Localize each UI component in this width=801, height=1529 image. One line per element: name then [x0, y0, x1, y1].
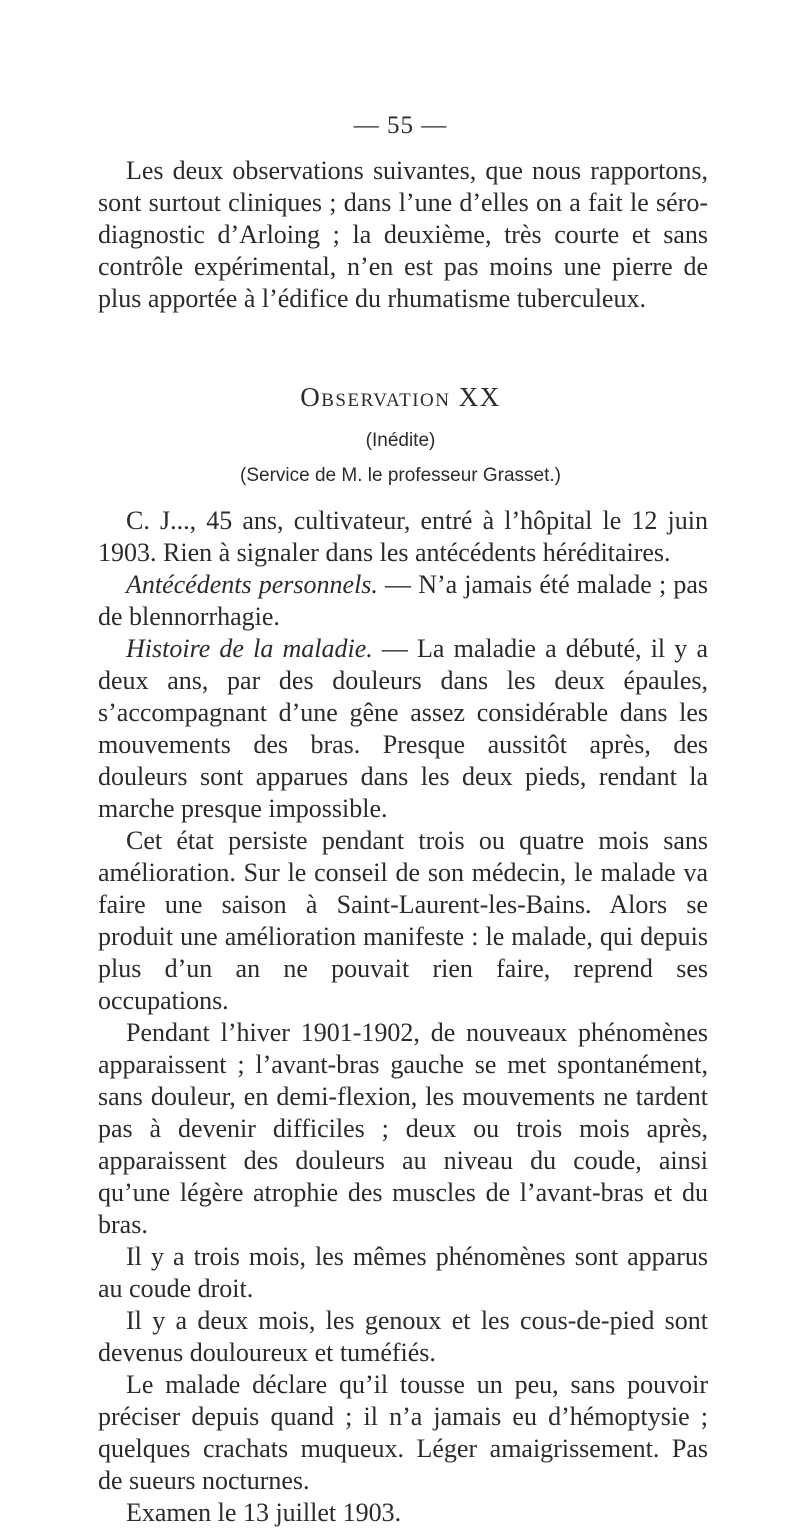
page-number: — 55 —: [353, 112, 448, 139]
observation-subtitle: (Inédite): [365, 430, 436, 451]
case-paragraph-history: [98, 633, 708, 825]
case-paragraph-antecedents: [98, 569, 708, 633]
case-report: [98, 505, 708, 1529]
antecedents-label: Antécédents personnels.: [126, 570, 378, 599]
case-paragraph-right-elbow: Il y a trois mois, les mêmes phénomènes sont apparus au coude droit.: [98, 1242, 708, 1303]
case-paragraph-knees: Il y a deux mois, les genoux et les cous-de-pied sont devenus douloureux et tuméfiés.: [98, 1306, 708, 1367]
observation-title: Observation XX: [300, 382, 501, 412]
intro-section: [98, 155, 708, 315]
case-paragraph-winter: Pendant l’hiver 1901-1902, de nouveaux phénomènes apparaissent ; l’avant-bras gauche se met spontanément, sans douleur, en demi-flexion, les mouvements ne tardent pas à devenir difficiles ; deux ou trois mois après, apparaissent des douleurs au niveau du coude, ainsi qu’une légère atrophie des muscles de l’avant-bras et du bras.: [98, 1018, 708, 1239]
history-label: Histoire de la maladie.: [126, 634, 373, 663]
case-paragraph-exam: Examen le 13 juillet 1903.: [126, 1498, 402, 1527]
antecedents-text: — N’a jamais été malade ; pas de blennorrhagie.: [98, 570, 708, 631]
case-paragraph-identity: C. J..., 45 ans, cultivateur, entré à l’hôpital le 12 juin 1903. Rien à signaler dans les antécédents héréditaires.: [98, 506, 708, 567]
case-paragraph-evolution: Cet état persiste pendant trois ou quatre mois sans amélioration. Sur le conseil de son médecin, le malade va faire une saison à Saint-Laurent-les-Bains. Alors se produit une amélioration manifeste : le malade, qui depuis plus d’un an ne pouvait rien faire, reprend ses occupations.: [98, 826, 708, 1015]
case-paragraph-cough: Le malade déclare qu’il tousse un peu, sans pouvoir préciser depuis quand ; il n’a jamais eu d’hémoptysie ; quelques crachats muqueux. Léger amaigrissement. Pas de sueurs nocturnes.: [98, 1370, 708, 1495]
observation-service: (Service de M. le professeur Grasset.): [240, 465, 561, 486]
intro-paragraph: Les deux observations suivantes, que nous rapportons, sont surtout cliniques ; dans l’une d’elles on a fait le séro-diagnostic d’Arloing ; la deuxième, très courte et sans contrôle expérimental, n’en est pas moins une pierre de plus apportée à l’édifice du rhumatisme tuberculeux.: [98, 156, 708, 313]
history-text: — La maladie a débuté, il y a deux ans, par des douleurs dans les deux épaules, s’accompagnant d’une gêne assez considérable dans les mouvements des bras. Presque aussitôt après, des douleurs sont apparues dans les deux pieds, rendant la marche presque impossible.: [98, 634, 708, 823]
